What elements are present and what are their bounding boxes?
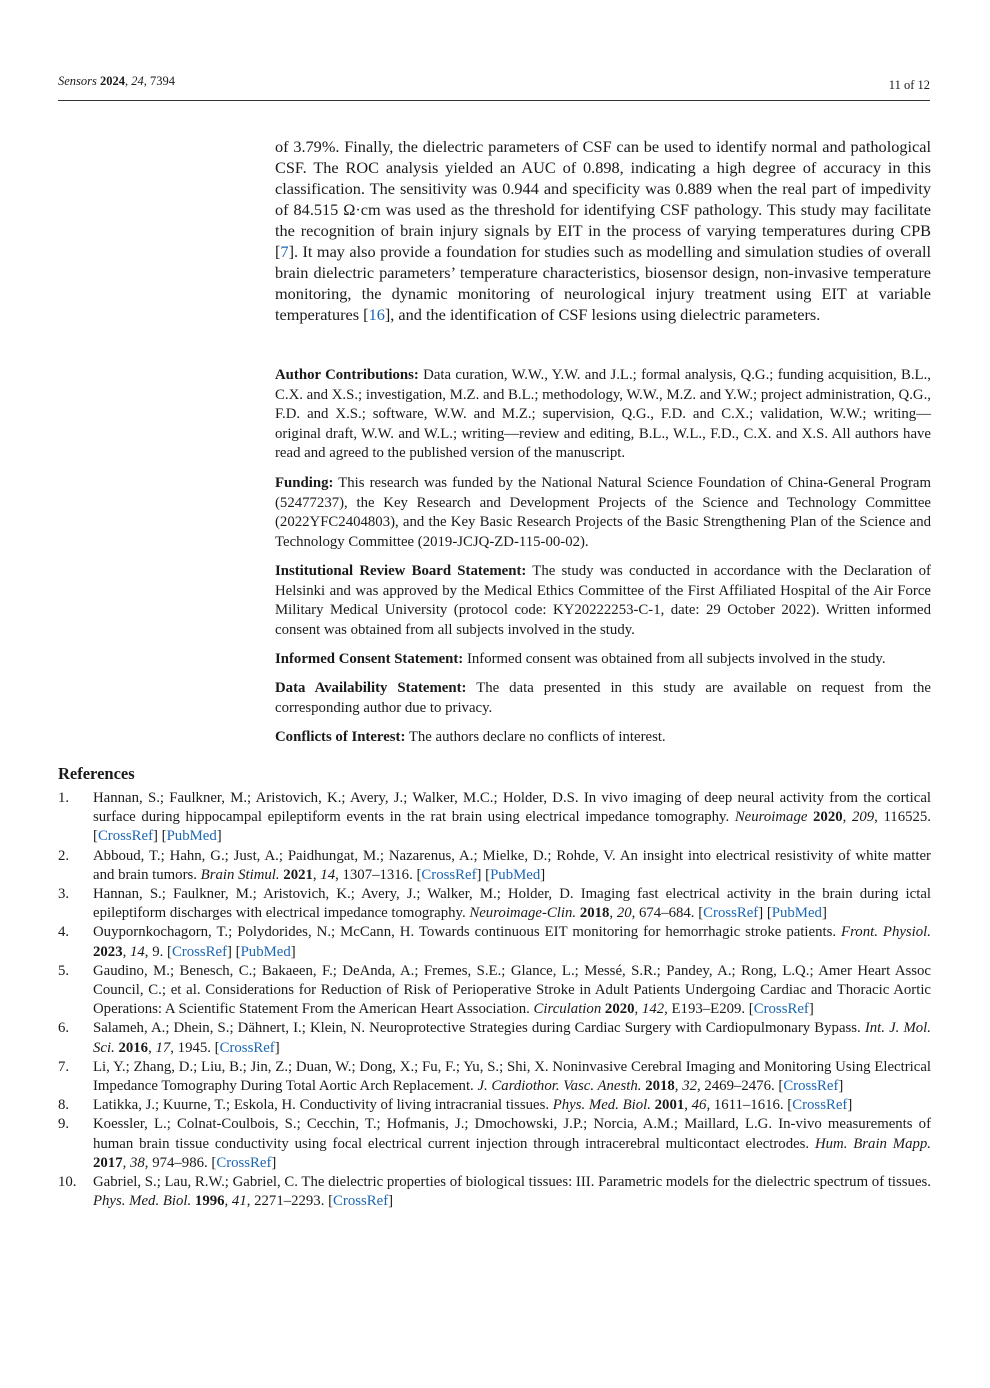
informed-consent-statement bbox=[275, 650, 931, 670]
reference-pages: , E193–E209. bbox=[664, 1001, 749, 1018]
reference-volume: 14 bbox=[130, 943, 145, 960]
paragraph-text-c: ], and the identification of CSF lesions using dielectric parameters. bbox=[384, 305, 821, 324]
reference-item: 4. Ouypornkochagorn, T.; Polydorides, N.; McCann, H. Towards continuous EIT monitoring for hemorrhagic stroke patients. Front. Physiol. 2023, 14, 9. [CrossRef] [PubMed] bbox=[58, 924, 931, 960]
reference-year: 1996 bbox=[194, 1193, 225, 1210]
funding-statement bbox=[275, 474, 931, 552]
reference-year: 2001 bbox=[654, 1097, 685, 1114]
section-text: This research was funded by the National Natural Science Foundation of China-General Program (52477237), the Key Research and Development Projects of the Science and Technology Committee (2022YFC2404803), and the Key Basic Research Projects of the Basic Strengthening Plan of the Science and Technology Committee (2019-JCJQ-ZD-115-00-02). bbox=[275, 475, 931, 550]
reference-number: 9. bbox=[58, 1116, 70, 1133]
reference-pages: , 1307–1316. bbox=[335, 866, 417, 883]
reference-authors-title: Gaudino, M.; Benesch, C.; Bakaeen, F.; DeAnda, A.; Fremes, S.E.; Glance, L.; Messé, S.R.; Pandey, A.; Rong, L.Q.; Amer Heart Assoc Council, C.; et al. Considerations for Reduction of Risk of Perioperative Stroke in Adult Patients Undergoing Cardiac and Thoracic Aortic Operations: A Scientific Statement From the American Heart Association. bbox=[93, 962, 931, 1018]
reference-authors-title: Abboud, T.; Hahn, G.; Just, A.; Paidhungat, M.; Nazarenus, A.; Mielke, D.; Rohde, V. An insight into electrical resistivity of white matter and brain tumors. bbox=[93, 847, 931, 883]
reference-number: 1. bbox=[58, 790, 70, 806]
reference-list bbox=[58, 789, 931, 1211]
crossref-link[interactable]: CrossRef bbox=[171, 943, 228, 960]
citation-link-16[interactable]: 16 bbox=[368, 305, 385, 324]
data-availability-statement bbox=[275, 679, 931, 718]
section-label: Funding: bbox=[275, 475, 334, 491]
journal-volume: 24 bbox=[131, 74, 144, 88]
crossref-link[interactable]: CrossRef bbox=[97, 828, 154, 845]
crossref-link[interactable]: CrossRef bbox=[333, 1193, 389, 1210]
pubmed-link[interactable]: PubMed bbox=[490, 866, 541, 883]
reference-year: 2018 bbox=[579, 905, 610, 922]
section-text: The study was conducted in accordance with the Declaration of Helsinki and was approved by the Medical Ethics Committee of the First Affiliated Hospital of the Air Force Military Medical University (protocol code: KY20222253-C-1, date: 29 October 2022). Written informed consent was obtained from all subjects involved in the study. bbox=[275, 563, 931, 638]
reference-volume: 142 bbox=[641, 1001, 665, 1018]
journal-name: Sensors bbox=[58, 74, 97, 88]
pubmed-link[interactable]: PubMed bbox=[771, 905, 822, 922]
crossref-link[interactable]: CrossRef bbox=[703, 905, 759, 922]
section-text: The data presented in this study are available on request from the corresponding author due to privacy. bbox=[275, 680, 932, 716]
reference-authors-title: Gabriel, S.; Lau, R.W.; Gabriel, C. The dielectric properties of biological tissues: III. Parametric models for the dielectric spectrum of tissues. bbox=[93, 1174, 931, 1191]
section-label: Data Availability Statement: bbox=[275, 680, 467, 696]
reference-item: 9. Koessler, L.; Colnat-Coulbois, S.; Cecchin, T.; Hofmanis, J.; Dmochowski, J.P.; Norcia, A.M.; Maillard, L.G. In-vivo measurements of human brain tissue conductivity using focal electrical current injection through intracerebral multicontact electrodes. Hum. Brain Mapp. 2017, 38, 974–986. [CrossRef] bbox=[58, 1116, 931, 1171]
conclusion-paragraph bbox=[275, 136, 931, 325]
reference-pages: , 1611–1616. bbox=[706, 1097, 788, 1114]
section-text: The authors declare no conflicts of interest. bbox=[408, 729, 666, 745]
page-number: 11 of 12 bbox=[888, 78, 930, 92]
reference-journal: Brain Stimul. bbox=[200, 866, 280, 883]
conflicts-of-interest bbox=[275, 728, 931, 748]
reference-pages: , 2271–2293. bbox=[246, 1193, 329, 1210]
reference-volume: 17 bbox=[155, 1039, 171, 1056]
reference-journal: Neuroimage-Clin. bbox=[469, 905, 577, 922]
reference-pages: , 674–684. bbox=[631, 905, 699, 922]
reference-journal: Phys. Med. Biol. bbox=[552, 1097, 651, 1114]
reference-item: 7. Li, Y.; Zhang, D.; Liu, B.; Jin, Z.; Duan, W.; Dong, X.; Fu, F.; Yu, S.; Shi, X. Noninvasive Cerebral Imaging and Monitoring Using Electrical Impedance Tomography During Total Aortic Arch Replacement. J. Cardiothor. Vasc. Anesth. 2018, 32, 2469–2476. [CrossRef] bbox=[58, 1058, 931, 1095]
reference-journal: Hum. Brain Mapp. bbox=[814, 1135, 931, 1152]
crossref-link[interactable]: CrossRef bbox=[753, 1001, 809, 1018]
reference-number: 10. bbox=[58, 1174, 77, 1191]
reference-authors-title: Ouypornkochagorn, T.; Polydorides, N.; McCann, H. Towards continuous EIT monitoring for hemorrhagic stroke patients. bbox=[93, 924, 842, 941]
crossref-link[interactable]: CrossRef bbox=[219, 1039, 275, 1056]
journal-citation: Sensors 2024, 24, 7394 bbox=[58, 74, 176, 88]
reference-volume: 38 bbox=[130, 1154, 145, 1171]
reference-journal: Neuroimage bbox=[734, 809, 808, 826]
reference-item: 5. Gaudino, M.; Benesch, C.; Bakaeen, F.; DeAnda, A.; Fremes, S.E.; Glance, L.; Messé, S.R.; Pandey, A.; Rong, L.Q.; Amer Heart Assoc Council, C.; et al. Considerations for Reduction of Risk of Perioperative Stroke in Adult Patients Undergoing Cardiac and Thoracic Aortic Operations: A Scientific Statement From the American Heart Association. Circulation 2020, 142, E193–E209. [CrossRef] bbox=[58, 962, 931, 1018]
reference-year: 2021 bbox=[283, 866, 313, 883]
paragraph-text-a: of 3.79%. Finally, the dielectric parameters of CSF can be used to identify normal and pathological CSF. The ROC analysis yielded an AUC of 0.898, indicating a high degree of accuracy in this classification. The sensitivity was 0.944 and specificity was 0.889 when the real part of impedivity of 84.515 Ω·cm was used as the threshold for identifying CSF pathology. This study may facilitate the recognition of brain injury signals by EIT in the process of varying temperatures during CPB [ bbox=[275, 137, 931, 261]
reference-volume: 20 bbox=[616, 905, 632, 922]
reference-volume: 46 bbox=[691, 1097, 707, 1114]
reference-pages: , 9. bbox=[144, 943, 167, 960]
reference-item: 10. Gabriel, S.; Lau, R.W.; Gabriel, C. The dielectric properties of biological tissues: III. Parametric models for the dielectric spectrum of tissues. Phys. Med. Biol. 1996, 41, 2271–2293. [CrossRef] bbox=[58, 1174, 931, 1210]
reference-volume: 14 bbox=[320, 866, 336, 883]
crossref-link[interactable]: CrossRef bbox=[216, 1154, 272, 1171]
reference-number: 7. bbox=[58, 1058, 70, 1075]
reference-authors-title: Latikka, J.; Kuurne, T.; Eskola, H. Conductivity of living intracranial tissues. bbox=[93, 1097, 553, 1114]
reference-authors-title: Li, Y.; Zhang, D.; Liu, B.; Jin, Z.; Duan, W.; Dong, X.; Fu, F.; Yu, S.; Shi, X. Noninvasive Cerebral Imaging and Monitoring Using Electrical Impedance Tomography During Total Aortic Arch Replacement. bbox=[93, 1058, 931, 1095]
crossref-link[interactable]: CrossRef bbox=[783, 1078, 839, 1095]
section-label: Institutional Review Board Statement: bbox=[275, 563, 527, 579]
reference-authors-title: Salameh, A.; Dhein, S.; Dähnert, I.; Klein, N. Neuroprotective Strategies during Cardiac Surgery with Cardiopulmonary Bypass. bbox=[93, 1020, 865, 1037]
reference-number: 5. bbox=[58, 962, 70, 979]
reference-year: 2023 bbox=[93, 943, 123, 960]
section-text: Informed consent was obtained from all subjects involved in the study. bbox=[466, 651, 886, 667]
crossref-link[interactable]: CrossRef bbox=[792, 1097, 848, 1114]
reference-authors-title: Koessler, L.; Colnat-Coulbois, S.; Cecchin, T.; Hofmanis, J.; Dmochowski, J.P.; Norcia, A.M.; Maillard, L.G. In-vivo measurements of human brain tissue conductivity using focal electrical current injection through intracerebral multicontact electrodes. bbox=[93, 1116, 931, 1152]
section-label: Conflicts of Interest: bbox=[275, 729, 406, 745]
reference-journal: Front. Physiol. bbox=[841, 924, 931, 941]
reference-number: 8. bbox=[58, 1097, 70, 1114]
pubmed-link[interactable]: PubMed bbox=[166, 828, 217, 845]
reference-journal: J. Cardiothor. Vasc. Anesth. bbox=[477, 1078, 642, 1095]
reference-item: 2. Abboud, T.; Hahn, G.; Just, A.; Paidhungat, M.; Nazarenus, A.; Mielke, D.; Rohde, V. An insight into electrical resistivity of white matter and brain tumors. Brain Stimul. 2021, 14, 1307–1316. [CrossRef] [PubMed] bbox=[58, 847, 931, 883]
references-heading: References bbox=[58, 764, 135, 783]
reference-number: 3. bbox=[58, 886, 70, 903]
author-contributions bbox=[275, 366, 931, 464]
page-header bbox=[58, 72, 930, 101]
reference-item: 6. Salameh, A.; Dhein, S.; Dähnert, I.; Klein, N. Neuroprotective Strategies during Cardiac Surgery with Cardiopulmonary Bypass. Int. J. Mol. Sci. 2016, 17, 1945. [CrossRef] bbox=[58, 1020, 931, 1056]
reference-number: 6. bbox=[58, 1020, 70, 1037]
reference-pages: , 116525. bbox=[874, 809, 931, 826]
reference-pages: , 2469–2476. bbox=[696, 1078, 779, 1095]
reference-year: 2017 bbox=[93, 1154, 123, 1171]
citation-link-7[interactable]: 7 bbox=[280, 242, 289, 261]
reference-number: 2. bbox=[58, 847, 70, 864]
crossref-link[interactable]: CrossRef bbox=[421, 866, 477, 883]
reference-volume: 209 bbox=[851, 809, 875, 826]
reference-number: 4. bbox=[58, 924, 70, 941]
reference-journal: Phys. Med. Biol. bbox=[93, 1193, 192, 1210]
reference-pages: , 974–986. bbox=[144, 1154, 212, 1171]
reference-volume: 32 bbox=[682, 1078, 697, 1095]
reference-pages: , 1945. bbox=[170, 1039, 215, 1056]
reference-item: 3. Hannan, S.; Faulkner, M.; Aristovich, K.; Avery, J.; Walker, M.; Holder, D. Imaging fast electrical activity in the brain during ictal epileptiform discharges with electrical impedance tomography. Neuroimage-Clin. 2018, 20, 674–684. [CrossRef] [PubMed] bbox=[58, 886, 931, 922]
article-number: 7394 bbox=[150, 74, 176, 88]
reference-journal: Circulation bbox=[533, 1001, 602, 1018]
reference-authors-title: Hannan, S.; Faulkner, M.; Aristovich, K.; Avery, J.; Walker, M.; Holder, D. Imaging fast electrical activity in the brain during ictal epileptiform discharges with electrical impedance tomography. bbox=[93, 886, 931, 922]
section-label: Informed Consent Statement: bbox=[275, 651, 464, 667]
reference-year: 2020 bbox=[813, 809, 843, 826]
reference-year: 2020 bbox=[604, 1001, 635, 1018]
journal-year: 2024 bbox=[100, 74, 126, 88]
pubmed-link[interactable]: PubMed bbox=[240, 943, 291, 960]
reference-year: 2016 bbox=[118, 1039, 149, 1056]
reference-item: 8. Latikka, J.; Kuurne, T.; Eskola, H. Conductivity of living intracranial tissues. Phys. Med. Biol. 2001, 46, 1611–1616. [CrossRef] bbox=[58, 1096, 931, 1115]
section-label: Author Contributions: bbox=[275, 367, 419, 383]
paragraph-text-b: ]. It may also provide a foundation for studies such as modelling and simulation studies of overall brain dielectric parameters’ temperature characteristics, biosensor design, non-invasive temperature monitoring, the dynamic monitoring of neurological injury treatment using EIT at variable temperatures [ bbox=[275, 242, 931, 324]
reference-volume: 41 bbox=[231, 1193, 247, 1210]
reference-item: 1. Hannan, S.; Faulkner, M.; Aristovich, K.; Avery, J.; Walker, M.C.; Holder, D.S. In vivo imaging of deep neural activity from the cortical surface during hippocampal epileptiform events in the rat brain using electrical impedance tomography. Neuroimage 2020, 209, 116525. [CrossRef] [PubMed] bbox=[58, 790, 931, 845]
reference-journal: Int. J. Mol. Sci. bbox=[93, 1020, 931, 1056]
irb-statement bbox=[275, 562, 931, 640]
reference-authors-title: Hannan, S.; Faulkner, M.; Aristovich, K.; Avery, J.; Walker, M.C.; Holder, D.S. In vivo imaging of deep neural activity from the cortical surface during hippocampal epileptiform events in the rat brain using electrical impedance tomography. bbox=[93, 790, 931, 826]
reference-year: 2018 bbox=[645, 1078, 675, 1095]
section-text: Data curation, W.W., Y.W. and J.L.; formal analysis, Q.G.; funding acquisition, B.L., C.X. and X.S.; investigation, M.Z. and B.L.; methodology, W.W., M.Z. and Y.W.; project administration, Q.G., F.D. and X.S.; software, W.W. and M.Z.; supervision, Q.G., F.D. and C.X.; validation, W.W.; writing—original draft, W.W. and W.L.; writing—review and editing, B.L., W.L., F.D., C.X. and X.S. All authors have read and agreed to the published version of the manuscript. bbox=[275, 367, 931, 461]
